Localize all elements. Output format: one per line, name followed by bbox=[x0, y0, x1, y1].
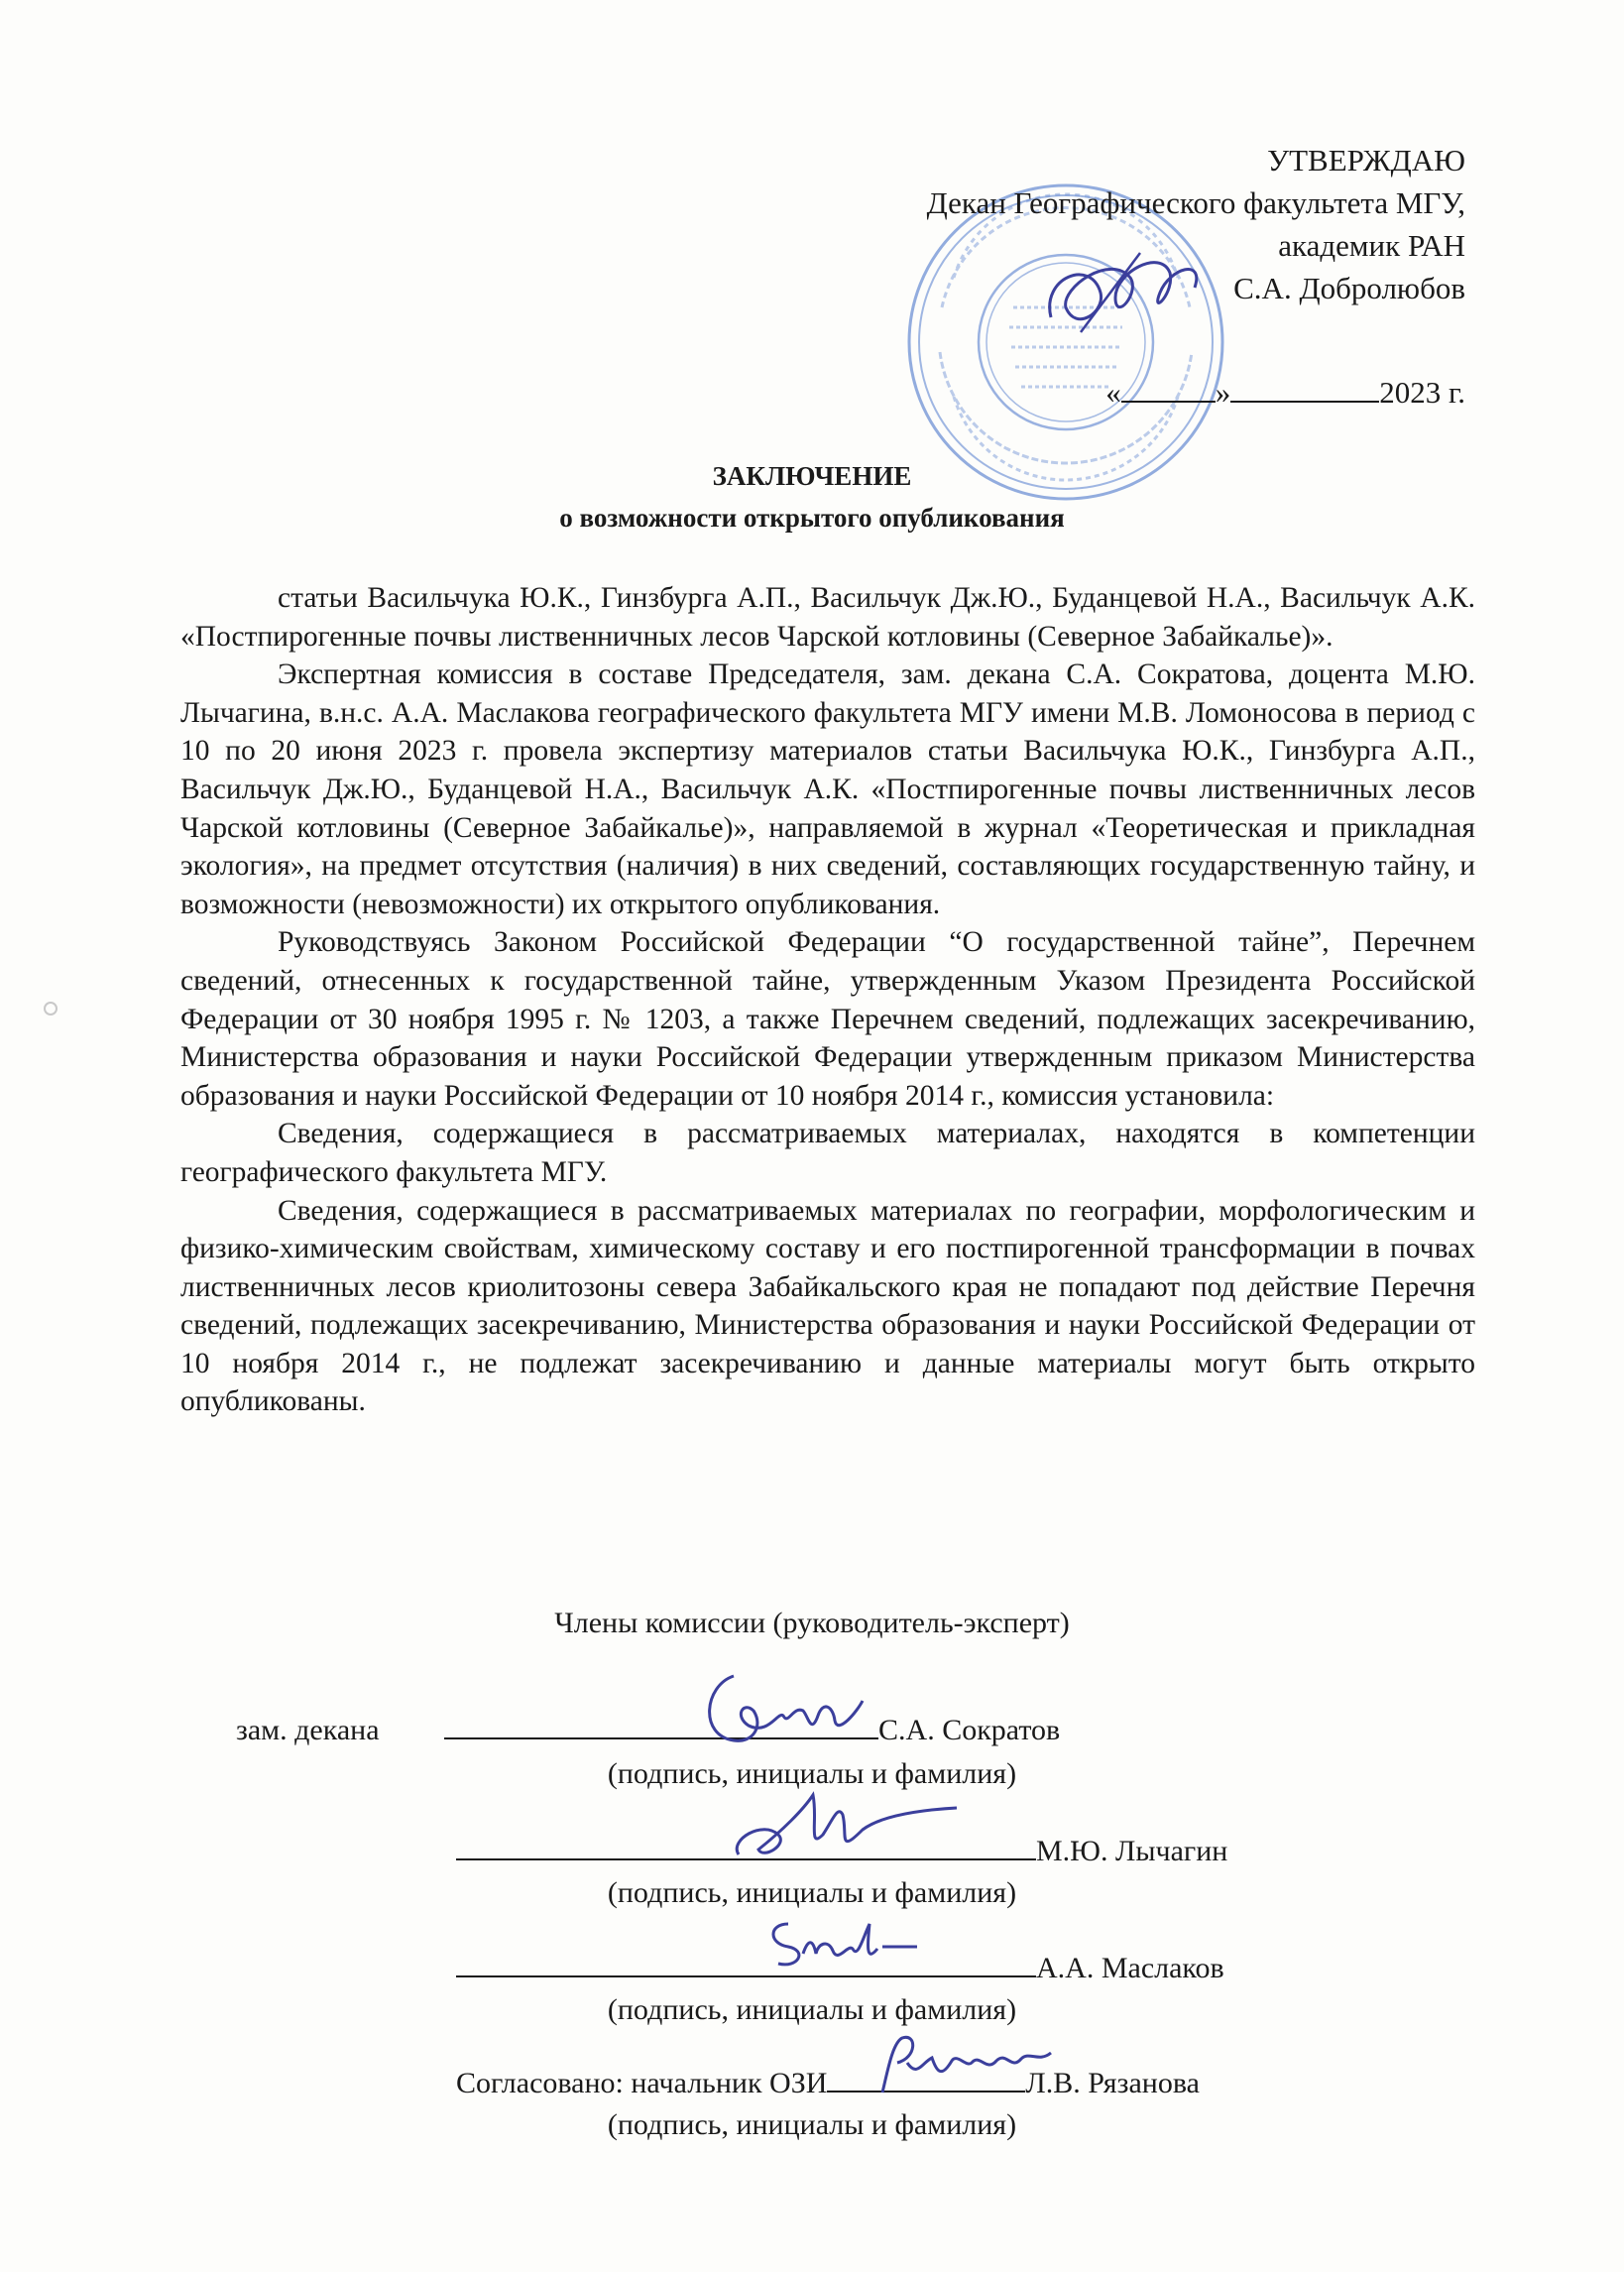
approver-title: академик РАН bbox=[1278, 228, 1465, 263]
agreed-signature bbox=[863, 2023, 1061, 2102]
member-name: М.Ю. Лычагин bbox=[1036, 1835, 1228, 1867]
signature-hint: (подпись, инициалы и фамилия) bbox=[607, 2108, 1017, 2141]
paragraph: статьи Васильчука Ю.К., Гинзбурга А.П., Васильчук Дж.Ю., Буданцевой Н.А., Васильчук А.К. «Постпирогенные почвы лиственничных лесов Чарской котловины (Северное Забайкалье)». bbox=[180, 582, 1475, 653]
paragraph: Сведения, содержащиеся в рассматриваемых материалах по географии, морфологическим и физико-химическим свойствам, химическому составу и его постпирогенной трансформации в почвах лиственничных лесов криолитозоны севера Забайкальского края не попадают под действие Перечня сведений, подлежащих засекречиванию, Министерства образования и науки Российской Федерации от 10 ноября 2014 г., не подлежат засекречиванию и данные материалы могут быть открыто опубликованы. bbox=[180, 1194, 1475, 1418]
date-day-blank bbox=[1121, 371, 1216, 403]
agreed-label: Согласовано: начальник ОЗИ bbox=[456, 2067, 828, 2099]
member-name: С.А. Сократов bbox=[878, 1714, 1061, 1746]
document-subtitle: о возможности открытого опубликования bbox=[559, 503, 1065, 533]
member-signature-2 bbox=[724, 1780, 962, 1869]
scan-mark bbox=[44, 1002, 58, 1016]
document-title: ЗАКЛЮЧЕНИЕ bbox=[712, 461, 912, 491]
date-quote-open: « bbox=[1105, 375, 1121, 410]
signature-hint: (подпись, инициалы и фамилия) bbox=[607, 1993, 1017, 2026]
member-signature-3 bbox=[758, 1909, 927, 1978]
paragraph: Экспертная комиссия в составе Председателя, зам. декана С.А. Сократова, доцента М.Ю. Лычагина, в.н.с. А.А. Маслакова географического факультета МГУ имени М.В. Ломоносова в период с 10 по 20 июня 2023 г. провела экспертизу материалов статьи Васильчука Ю.К., Гинзбурга А.П., Васильчук Дж.Ю., Буданцевой Н.А., Васильчук А.К. «Постпирогенные почвы лиственничных лесов Чарской котловины (Северное Забайкалье)», направляемой в журнал «Теоретическая и прикладная экология», на предмет отсутствия (наличия) в них сведений, составляющих государственную тайну, и возможности (невозможности) их открытого опубликования. bbox=[180, 658, 1475, 920]
member-role: зам. декана bbox=[236, 1714, 380, 1746]
approver-position: Декан Географического факультета МГУ, bbox=[926, 185, 1465, 220]
approver-name: С.А. Добролюбов bbox=[1233, 271, 1465, 305]
document-body bbox=[180, 579, 1475, 1421]
signature-hint: (подпись, инициалы и фамилия) bbox=[607, 1757, 1017, 1790]
signature-line bbox=[456, 1950, 1036, 1977]
signature-hint: (подпись, инициалы и фамилия) bbox=[607, 1876, 1017, 1909]
date-quote-close: » bbox=[1215, 375, 1231, 410]
date-month-blank bbox=[1230, 371, 1379, 403]
commission-heading: Члены комиссии (руководитель-эксперт) bbox=[554, 1607, 1070, 1639]
agreed-row bbox=[456, 2065, 1200, 2100]
dean-signature bbox=[1021, 238, 1219, 347]
member-name: А.А. Маслаков bbox=[1036, 1952, 1224, 1984]
agreed-name: Л.В. Рязанова bbox=[1025, 2067, 1200, 2099]
approval-date bbox=[1105, 371, 1465, 414]
paragraph: Сведения, содержащиеся в рассматриваемых материалах, находятся в компетенции географического факультета МГУ. bbox=[180, 1118, 1475, 1188]
approve-word: УТВЕРЖДАЮ bbox=[1267, 143, 1465, 178]
paragraph: Руководствуясь Законом Российской Федерации “О государственной тайне”, Перечнем сведений, отнесенных к государственной тайне, утвержденным Указом Президента Российской Федерации от 30 ноября 1995 г. № 1203, а также Перечнем сведений, подлежащих засекречиванию, Министерства образования и науки Российской Федерации утвержденным приказом Министерства образования и науки Российской Федерации от 10 ноября 2014 г., комиссия установила: bbox=[180, 926, 1475, 1112]
member-signature-1 bbox=[694, 1656, 872, 1755]
date-year: 2023 г. bbox=[1379, 375, 1465, 410]
member-row-1 bbox=[236, 1712, 1060, 1747]
